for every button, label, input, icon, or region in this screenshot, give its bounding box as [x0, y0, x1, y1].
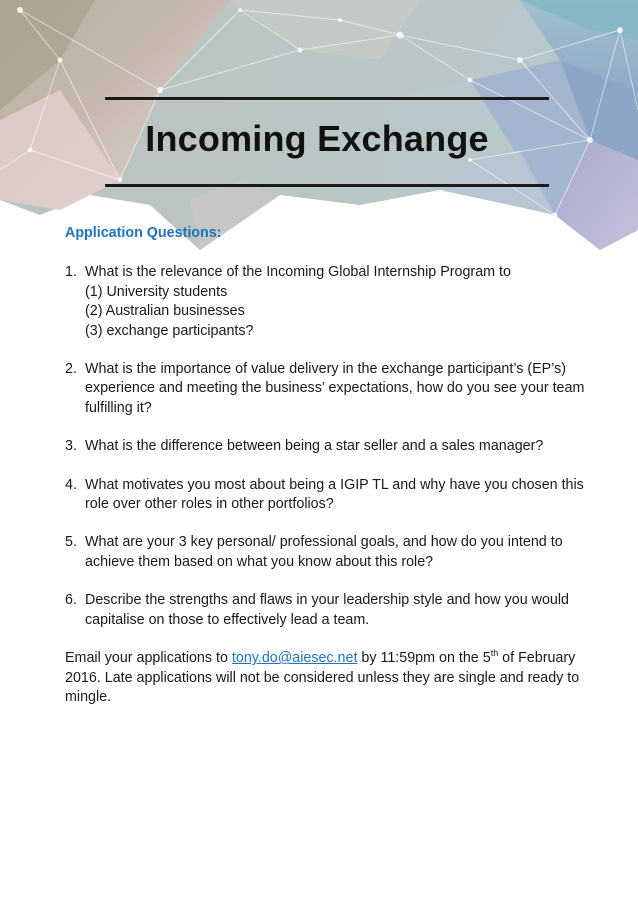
closing-suffix: of February 2016. Late applications will not be considered unless they are single and ready to mingle.: [65, 650, 580, 705]
date-superscript: th: [490, 648, 499, 659]
question-number: 3.: [65, 438, 77, 455]
question-item: [65, 437, 595, 456]
question-number: 2.: [65, 361, 77, 378]
question-sub-item: (2) Australian businesses: [85, 303, 245, 320]
closing-paragraph: [65, 649, 595, 707]
question-item: [65, 533, 595, 572]
question-sub-item: (3) exchange participants?: [85, 322, 254, 339]
email-link[interactable]: tony.do@aiesec.net: [231, 650, 358, 667]
question-text: What is the relevance of the Incoming Global Internship Program to: [85, 264, 511, 281]
document-title: Incoming Exchange: [145, 118, 489, 159]
question-text: What is the difference between being a star seller and a sales manager?: [85, 438, 544, 455]
question-item: [65, 591, 595, 630]
question-number: 4.: [65, 476, 77, 493]
closing-middle: by 11:59pm on the 5: [357, 650, 491, 667]
title-rule-top: [105, 97, 549, 100]
question-text: Describe the strengths and flaws in your leadership style and how you would capitalise on those to effectively lead a team.: [85, 592, 569, 628]
question-item: [65, 476, 595, 515]
question-item: [65, 360, 595, 418]
question-number: 6.: [65, 592, 77, 609]
question-sub-item: (1) University students: [85, 283, 228, 300]
question-number: 5.: [65, 534, 77, 551]
question-list: [65, 263, 595, 630]
question-number: 1.: [65, 264, 77, 281]
document-body: [65, 224, 595, 707]
question-item: [65, 263, 595, 341]
title-rule-bottom: [105, 184, 549, 187]
question-text: What motivates you most about being a IGIP TL and why have you chosen this role over other roles in other portfolios?: [85, 476, 584, 513]
section-heading: Application Questions:: [65, 225, 222, 241]
question-text: What is the importance of value delivery in the exchange participant’s (EP’s) experience and meeting the business’ expectations, how do you see your team fulfilling it?: [85, 361, 585, 416]
closing-prefix: Email your applications to: [65, 650, 232, 667]
question-text: What are your 3 key personal/ professional goals, and how do you intend to achieve them based on what you know about this role?: [85, 534, 563, 570]
